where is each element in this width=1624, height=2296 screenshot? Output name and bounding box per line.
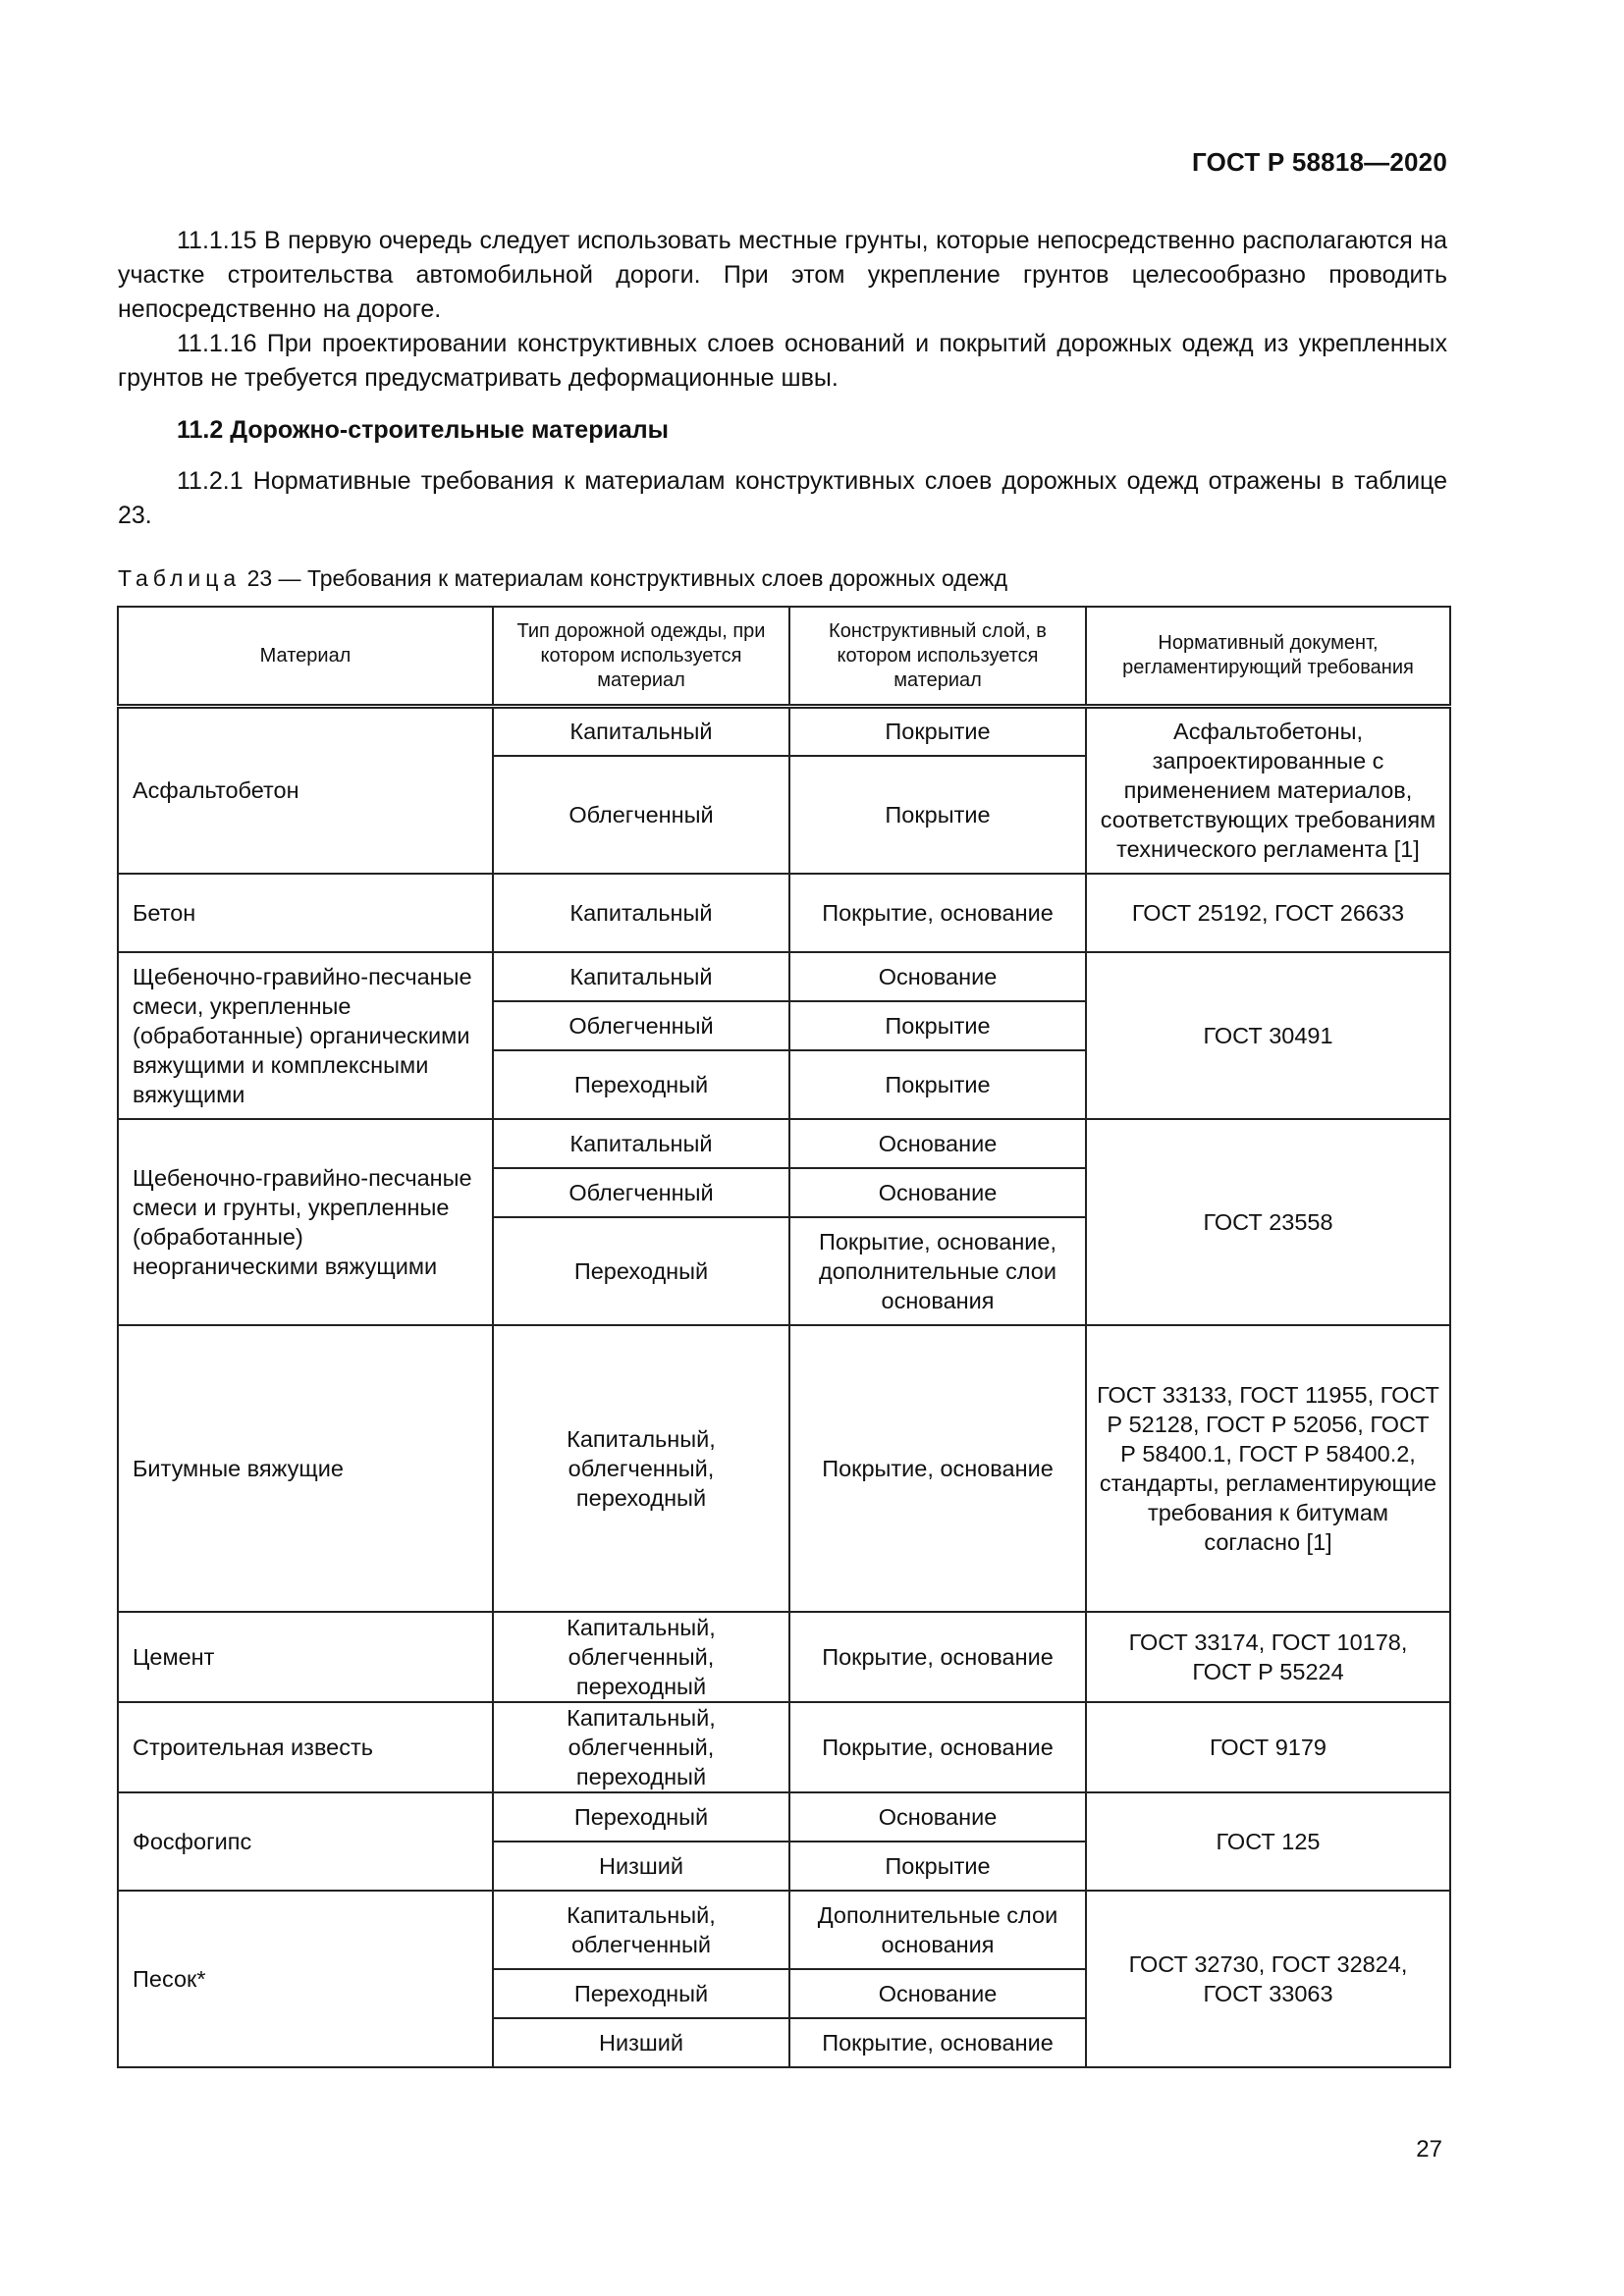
table-caption [118, 563, 1007, 593]
header-normative-document: Нормативный документ, регламентирующий требования [1086, 607, 1450, 707]
cell-material: Щебеночно-гравийно-песчаные смеси и грунты, укрепленные (обработанные) неорганическими вяжущими [118, 1119, 493, 1325]
cell-layer: Покрытие, основание [789, 1325, 1086, 1612]
cell-type: Облегченный [493, 1168, 789, 1217]
cell-type: Облегченный [493, 756, 789, 874]
cell-type: Переходный [493, 1969, 789, 2018]
cell-type: Капитальный, облегченный [493, 1891, 789, 1969]
cell-type: Низший [493, 2018, 789, 2067]
cell-type: Капитальный [493, 952, 789, 1001]
cell-type: Капитальный [493, 874, 789, 952]
table-row [118, 1325, 1450, 1612]
cell-material: Строительная известь [118, 1702, 493, 1792]
cell-doc: ГОСТ 9179 [1086, 1702, 1450, 1792]
cell-layer: Покрытие [789, 707, 1086, 756]
cell-layer: Основание [789, 952, 1086, 1001]
body-text [118, 224, 1447, 533]
cell-layer: Покрытие, основание [789, 1702, 1086, 1792]
cell-material: Битумные вяжущие [118, 1325, 493, 1612]
header-material: Материал [118, 607, 493, 707]
table-row [118, 1792, 1450, 1842]
section-heading: 11.2 Дорожно-строительные материалы [177, 416, 669, 444]
table-row [118, 1702, 1450, 1792]
header-pavement-type: Тип дорожной одежды, при котором используется материал [493, 607, 789, 707]
table-caption-label: Таблица [118, 565, 242, 591]
header-structural-layer: Конструктивный слой, в котором используется материал [789, 607, 1086, 707]
table-row [118, 1119, 1450, 1168]
cell-doc: ГОСТ 125 [1086, 1792, 1450, 1891]
cell-layer: Покрытие [789, 1001, 1086, 1050]
cell-material: Бетон [118, 874, 493, 952]
table-row [118, 952, 1450, 1001]
cell-type: Облегченный [493, 1001, 789, 1050]
cell-type: Капитальный [493, 1119, 789, 1168]
table-row [118, 1612, 1450, 1702]
table-row [118, 1891, 1450, 1969]
cell-type: Капитальный [493, 707, 789, 756]
cell-doc: ГОСТ 32730, ГОСТ 32824, ГОСТ 33063 [1086, 1891, 1450, 2067]
materials-table [117, 606, 1451, 2068]
cell-doc: ГОСТ 33133, ГОСТ 11955, ГОСТ Р 52128, ГОСТ Р 52056, ГОСТ Р 58400.1, ГОСТ Р 58400.2, стандарты, регламентирующие требования к битумам согласно [1] [1086, 1325, 1450, 1612]
cell-type: Переходный [493, 1217, 789, 1325]
cell-layer: Основание [789, 1168, 1086, 1217]
cell-layer: Покрытие, основание [789, 1612, 1086, 1702]
table-header-row [118, 607, 1450, 707]
cell-layer: Покрытие [789, 756, 1086, 874]
cell-type: Капитальный, облегченный, переходный [493, 1702, 789, 1792]
cell-layer: Дополнительные слои основания [789, 1891, 1086, 1969]
paragraph-11-2-1: 11.2.1 Нормативные требования к материалам конструктивных слоев дорожных одежд отражены в таблице 23. [118, 467, 1447, 529]
cell-doc: ГОСТ 30491 [1086, 952, 1450, 1119]
cell-layer: Покрытие [789, 1842, 1086, 1891]
cell-layer: Основание [789, 1969, 1086, 2018]
cell-type: Капитальный, облегченный, переходный [493, 1325, 789, 1612]
table-row [118, 707, 1450, 756]
cell-layer: Основание [789, 1792, 1086, 1842]
cell-doc: ГОСТ 33174, ГОСТ 10178, ГОСТ Р 55224 [1086, 1612, 1450, 1702]
cell-layer: Покрытие, основание [789, 874, 1086, 952]
cell-doc: Асфальтобетоны, запроектированные с применением материалов, соответствующих требованиям технического регламента [1] [1086, 707, 1450, 874]
cell-layer: Покрытие, основание [789, 2018, 1086, 2067]
cell-type: Низший [493, 1842, 789, 1891]
paragraph-11-1-16: 11.1.16 При проектировании конструктивных слоев оснований и покрытий дорожных одежд из укрепленных грунтов не требуется предусматривать деформационные швы. [118, 330, 1447, 392]
cell-material: Песок* [118, 1891, 493, 2067]
document-code: ГОСТ Р 58818—2020 [1192, 147, 1447, 177]
cell-layer: Покрытие [789, 1050, 1086, 1119]
cell-layer: Основание [789, 1119, 1086, 1168]
cell-type: Переходный [493, 1050, 789, 1119]
table-caption-text: 23 — Требования к материалам конструктивных слоев дорожных одежд [241, 565, 1007, 591]
cell-type: Переходный [493, 1792, 789, 1842]
cell-type: Капитальный, облегченный, переходный [493, 1612, 789, 1702]
cell-doc: ГОСТ 23558 [1086, 1119, 1450, 1325]
cell-material: Щебеночно-гравийно-песчаные смеси, укрепленные (обработанные) органическими вяжущими и комплексными вяжущими [118, 952, 493, 1119]
table-row [118, 874, 1450, 952]
cell-material: Асфальтобетон [118, 707, 493, 874]
cell-material: Фосфогипс [118, 1792, 493, 1891]
paragraph-11-1-15: 11.1.15 В первую очередь следует использовать местные грунты, которые непосредственно располагаются на участке строительства автомобильной дороги. При этом укрепление грунтов целесообразно проводить непосредственно на дороге. [118, 227, 1447, 323]
cell-doc: ГОСТ 25192, ГОСТ 26633 [1086, 874, 1450, 952]
page-number: 27 [1416, 2136, 1442, 2163]
cell-material: Цемент [118, 1612, 493, 1702]
cell-layer: Покрытие, основание, дополнительные слои основания [789, 1217, 1086, 1325]
